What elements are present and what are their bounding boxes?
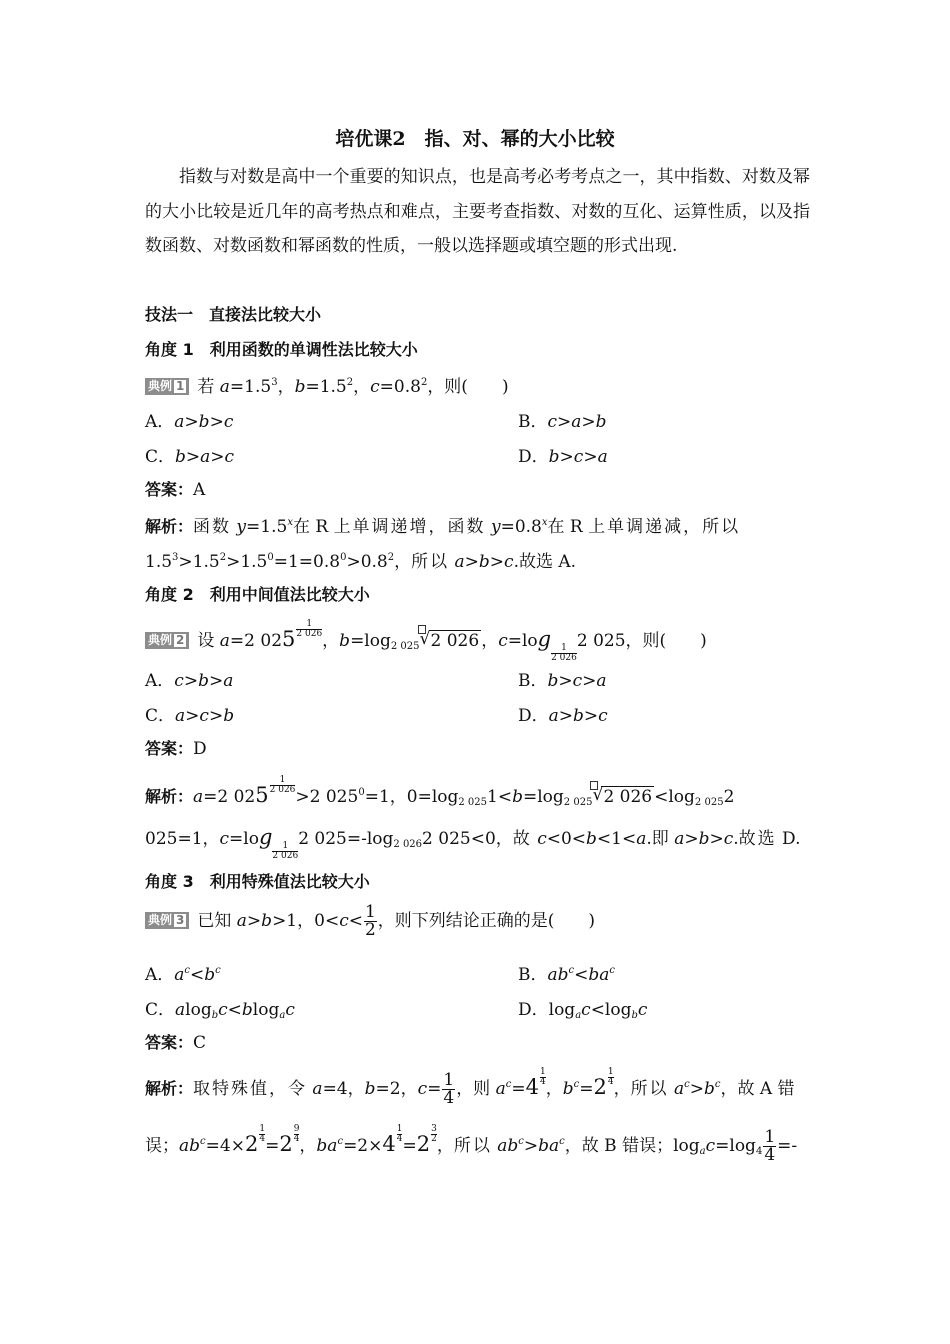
angle-heading-2: 角度 2 利用中间值法比较大小 xyxy=(145,585,370,604)
example-2-stem: 典例 2 设 a=2 025 $\frac{1}{2 026}$ ，$b=\log_{2 025}$ √ 2 026 ，c=log $\frac{1}{2 026}$ 2 025，则( ) xyxy=(145,620,707,663)
example-2-option-b: B．b>c>a xyxy=(518,671,607,691)
angle-heading-3: 角度 3 利用特殊值法比较大小 xyxy=(145,872,370,891)
example-1-answer: 答案：A xyxy=(145,480,206,500)
example-3-option-a: A．$a^c<b^c$ xyxy=(145,965,221,985)
example-badge: 典例 3 xyxy=(145,912,189,929)
example-1-option-a: A．a>b>c xyxy=(145,412,234,432)
example-2-answer: 答案：D xyxy=(145,739,207,759)
example-badge: 典例 1 xyxy=(145,378,189,395)
example-1-stem: 典例 1 若 $a=1.5^3$，$b=1.5^2$，$c=0.8^2$，则( ) xyxy=(145,372,509,397)
example-1-option-d: D．b>c>a xyxy=(518,447,608,467)
example-2-option-a: A．c>b>a xyxy=(145,671,234,691)
example-3-analysis-cont: 误；$ab^c=4\times 2$ $\frac{1}{4}$ =2 $\frac{9}{4}$ ，$ba^c=2\times 4$ $\frac{1}{4}$ =2 $\frac{3}{2}$ ，所以 $ab^c>ba^c$，故 B 错误；$\log_ac=\log_4$ $\frac{1}{4}$ =- xyxy=(145,1124,798,1165)
example-1-option-b: B．c>a>b xyxy=(518,412,607,432)
example-3-option-b: B．$ab^c<ba^c$ xyxy=(518,965,616,985)
example-1-analysis-cont: $1.5^3>1.5^2>1.5^0=1=0.8^0>0.8^2$，所以 a>b>c.故选 A. xyxy=(145,552,577,572)
example-3-option-c: C．alog$_b$c<blog$_a$c xyxy=(145,1000,295,1021)
example-2-analysis-cont: 025=1，c=log $\frac{1}{2 026}$ 2 $025=-\log_{2 026}2$ 025<0，故 c<0<b<1<a.即 a>b>c.故选 D. xyxy=(145,825,801,861)
example-3-option-d: D．$\log_ac<\log_bc$ xyxy=(518,1000,648,1021)
method-heading: 技法一 直接法比较大小 xyxy=(145,305,322,324)
example-2-option-c: C．a>c>b xyxy=(145,706,235,726)
intro-paragraph: 指数与对数是高中一个重要的知识点，也是高考必考考点之一，其中指数、对数及幂的大小比较是近几年的高考热点和难点，主要考查指数、对数的互化、运算性质，以及指数函数、对数函数和幂函数的性质，一般以选择题或填空题的形式出现. xyxy=(145,167,810,256)
example-1-option-c: C．b>a>c xyxy=(145,447,235,467)
example-2-option-d: D．a>b>c xyxy=(518,706,608,726)
example-1-analysis: 解析：函数 $y=1.5^x$在 R 上单调递增，函数 $y=0.8^x$在 R 上单调递减，所以 xyxy=(145,517,741,537)
example-badge: 典例 2 xyxy=(145,632,189,649)
page-title: 培优课2 指、对、幂的大小比较 xyxy=(335,128,615,150)
example-3-stem: 典例 3 已知 a>b>1，0<c< $\frac{1}{2}$ ，则下列结论正确的是( ) xyxy=(145,904,595,939)
example-2-analysis: 解析：a=2 025 $\frac{1}{2 026}$ >2 $025^0=1$，$0=\log_{2 025}1<b=\log_{2 025}$ √ 2 $026 <\log_{2 025}2$ xyxy=(145,776,734,807)
example-3-answer: 答案：C xyxy=(145,1033,207,1053)
example-3-analysis: 解析：取特殊值，令 a=4，b=2，c= $\frac{1}{4}$ ，则 $a^c=4$ $\frac{1}{4}$ ，$b^c=2$ $\frac{1}{4}$ ，所以 $a^c>b^c$，故 A 错 xyxy=(145,1067,795,1108)
angle-heading-1: 角度 1 利用函数的单调性法比较大小 xyxy=(145,340,418,359)
